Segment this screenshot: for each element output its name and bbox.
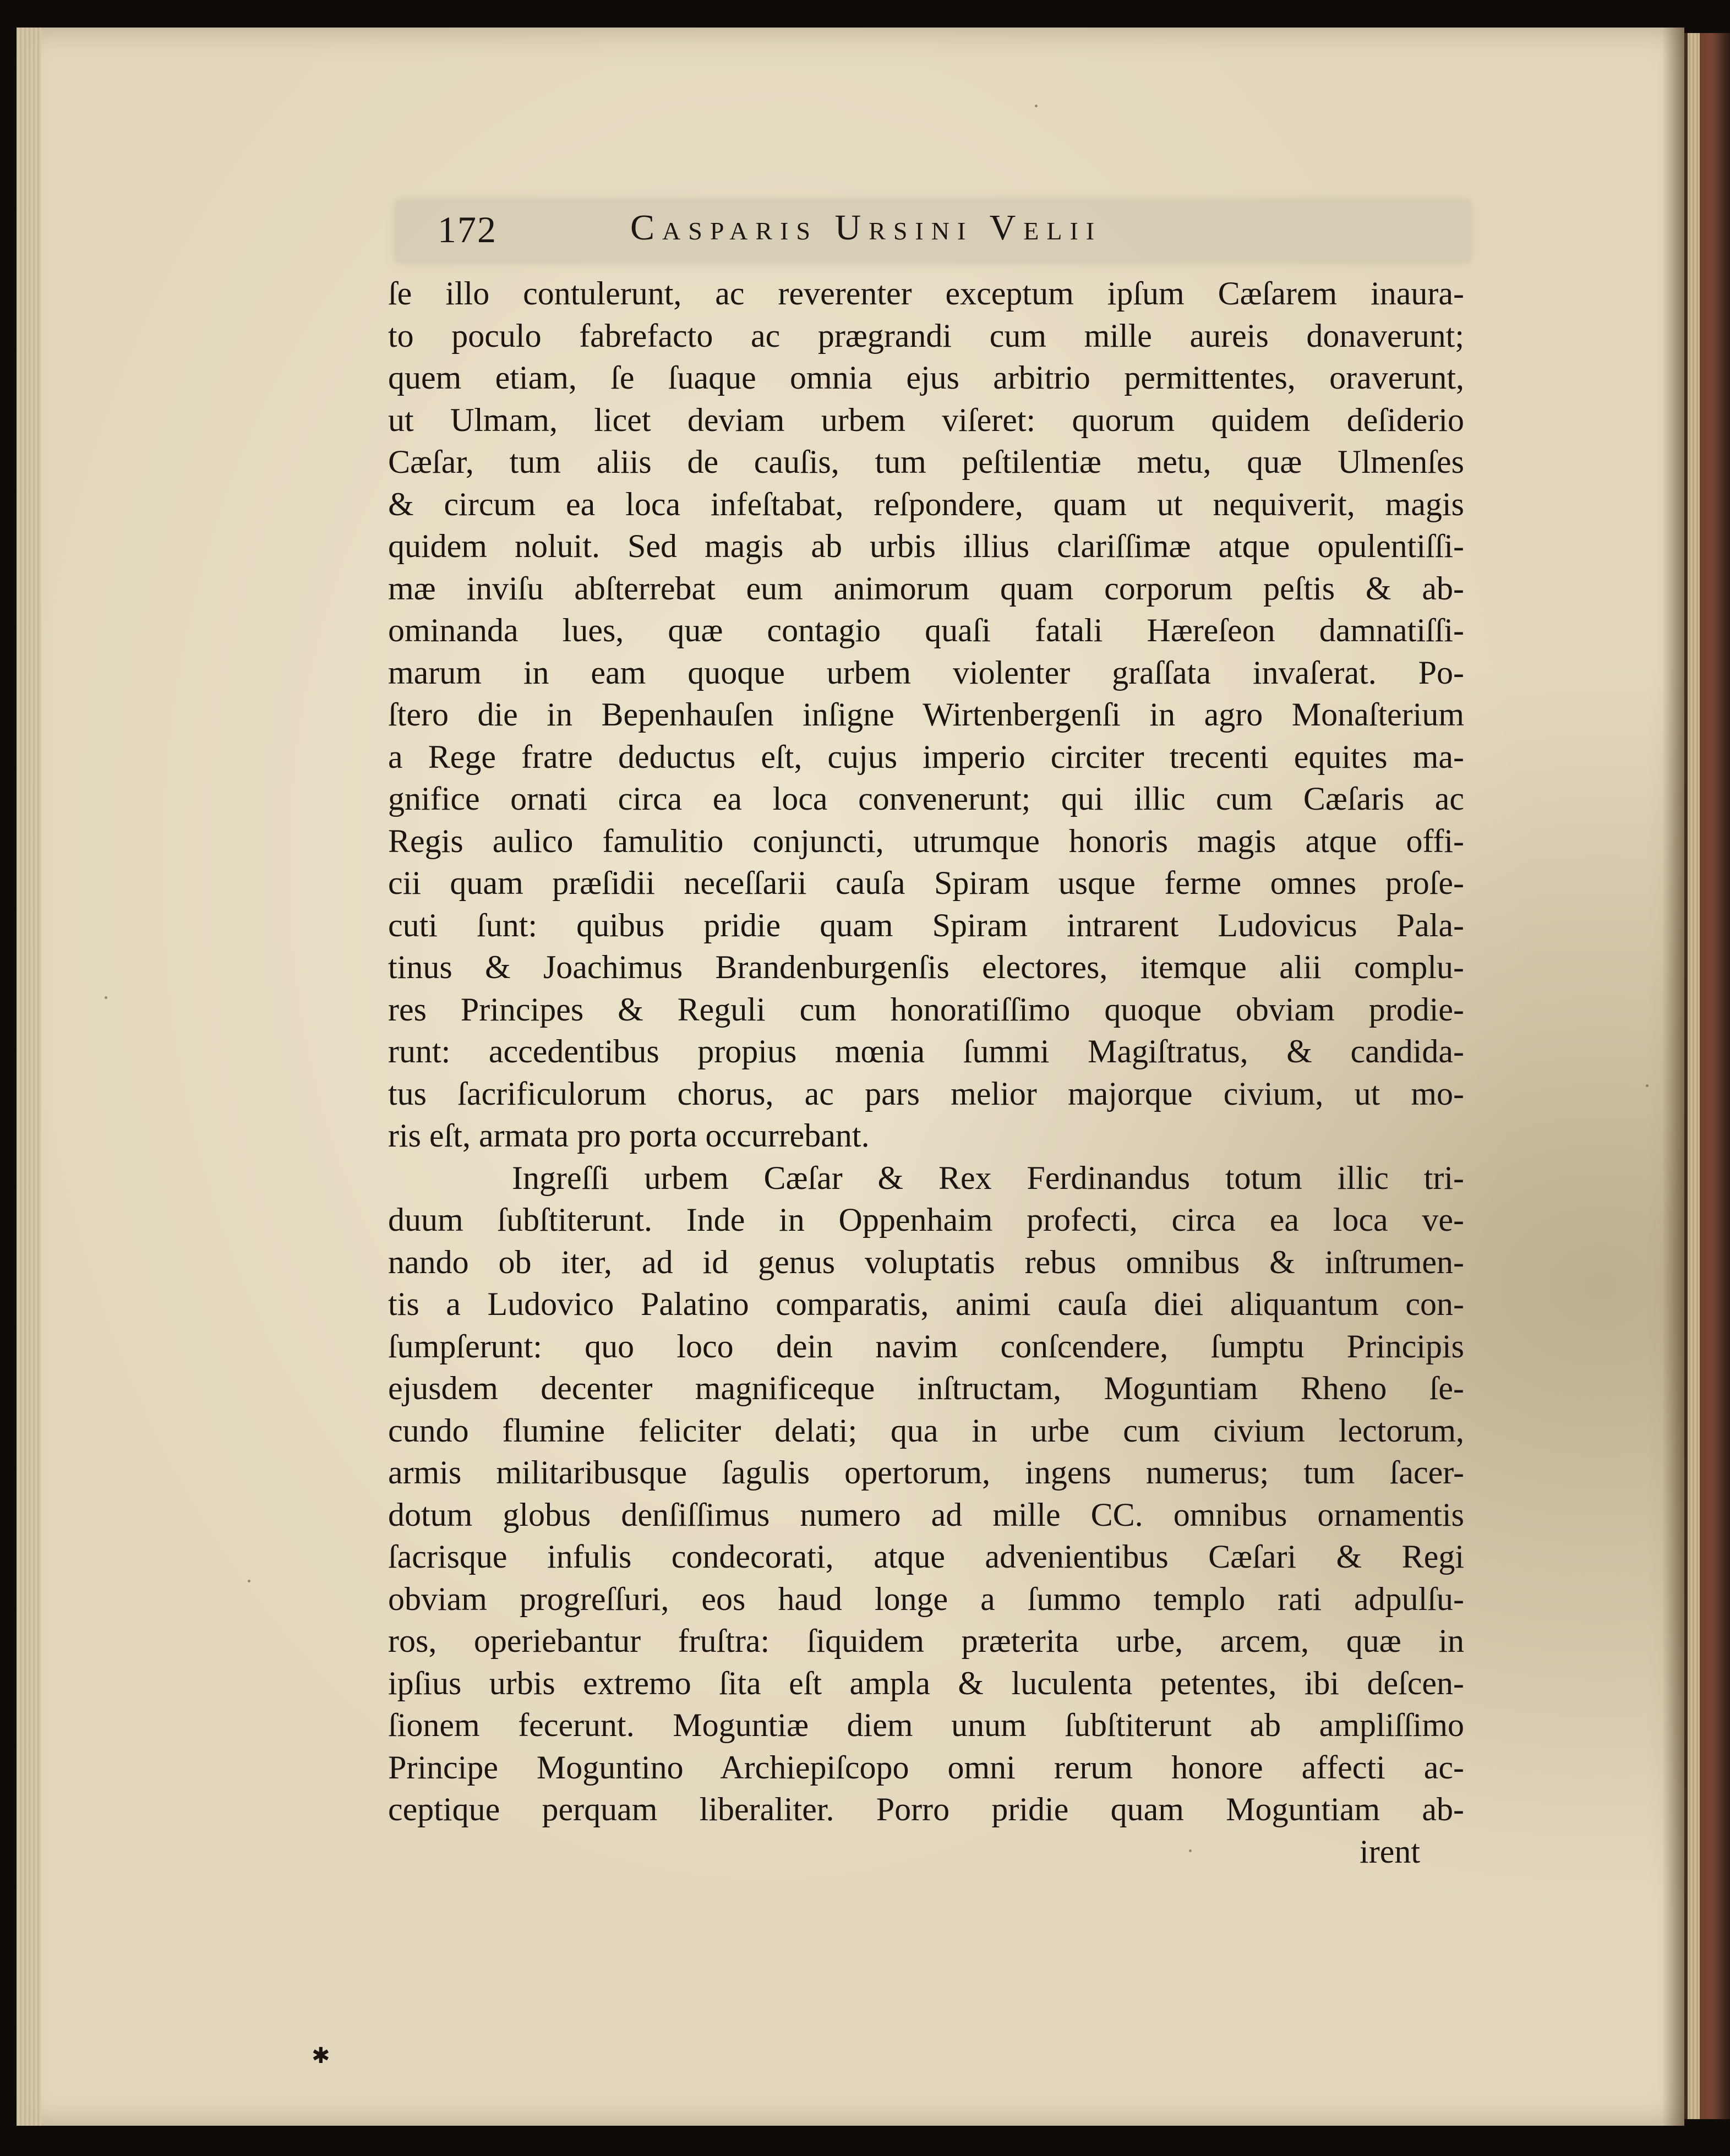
text-line: Principe Moguntino Archiepiſcopo omni rerum honore affecti ac- bbox=[388, 1749, 1464, 1786]
text-line: dotum globus denſiſſimus numero ad mille CC. omnibus ornamentis bbox=[388, 1496, 1464, 1533]
text-line: obviam progreſſuri, eos haud longe a ſummo templo rati adpulſu- bbox=[388, 1580, 1464, 1617]
paper-speck bbox=[105, 996, 107, 999]
book-cover-edge bbox=[1684, 33, 1730, 2119]
text-line: to poculo fabrefacto ac prægrandi cum mille aureis donaverunt; bbox=[388, 317, 1464, 354]
text-line: ros, operiebantur fruſtra: ſiquidem præterita urbe, arcem, quæ in bbox=[388, 1623, 1464, 1659]
binding-gutter-shadow bbox=[1662, 28, 1684, 2126]
text-line: ipſius urbis extremo ſita eſt ampla & luculenta petentes, ibi deſcen- bbox=[388, 1664, 1464, 1701]
text-line: duum ſubſtiterunt. Inde in Oppenhaim profecti, circa ea loca ve- bbox=[388, 1202, 1464, 1238]
text-line: quidem noluit. Sed magis ab urbis illius clariſſimæ atque opulentiſſi- bbox=[388, 528, 1464, 564]
margin-ink-mark: ✱ bbox=[312, 2043, 330, 2068]
text-line: quem etiam, ſe ſuaque omnia ejus arbitrio permittentes, oraverunt, bbox=[388, 359, 1464, 396]
text-line: tinus & Joachimus Brandenburgenſis electores, itemque alii complu- bbox=[388, 949, 1464, 985]
text-line: nando ob iter, ad id genus voluptatis rebus omnibus & inſtrumen- bbox=[388, 1243, 1464, 1280]
text-line: ſtero die in Bepenhauſen inſigne Wirtenbergenſi in agro Monaſterium bbox=[388, 696, 1464, 733]
paper-speck bbox=[248, 1580, 250, 1582]
text-line: ſumpſerunt: quo loco dein navim conſcendere, ſumptu Principis bbox=[388, 1328, 1464, 1364]
text-line: tus ſacrificulorum chorus, ac pars melior majorque civium, ut mo- bbox=[388, 1075, 1464, 1112]
body-text-block bbox=[388, 272, 1464, 1873]
text-line: marum in eam quoque urbem violenter graſſata invaſerat. Po- bbox=[388, 654, 1464, 691]
text-line: & circum ea loca infeſtabat, reſpondere, quam ut nequiverit, magis bbox=[388, 485, 1464, 522]
left-page-edges bbox=[17, 28, 41, 2126]
text-line: Regis aulico famulitio conjuncti, utrumque honoris magis atque offi- bbox=[388, 822, 1464, 859]
page-number: 172 bbox=[438, 209, 497, 250]
text-line: Ingreſſi urbem Cæſar & Rex Ferdinandus totum illic tri- bbox=[512, 1159, 1464, 1196]
text-line: gnifice ornati circa ea loca convenerunt; qui illic cum Cæſaris ac bbox=[388, 780, 1464, 817]
text-line: ſe illo contulerunt, ac reverenter exceptum ipſum Cæſarem inaura- bbox=[388, 275, 1464, 312]
text-line: armis militaribusque ſagulis opertorum, ingens numerus; tum ſacer- bbox=[388, 1454, 1464, 1491]
running-head-title: Casparis Ursini Velii bbox=[630, 208, 1103, 248]
text-line: res Principes & Reguli cum honoratiſſimo quoque obviam prodie- bbox=[388, 991, 1464, 1028]
text-line: a Rege fratre deductus eſt, cujus imperio circiter trecenti equites ma- bbox=[388, 738, 1464, 775]
text-line: cundo flumine feliciter delati; qua in urbe cum civium lectorum, bbox=[388, 1412, 1464, 1449]
text-line: ceptique perquam liberaliter. Porro pridie quam Moguntiam ab- bbox=[388, 1791, 1464, 1827]
text-line: Cæſar, tum aliis de cauſis, tum peſtilentiæ metu, quæ Ulmenſes bbox=[388, 444, 1464, 480]
text-line: ſacrisque infulis condecorati, atque advenientibus Cæſari & Regi bbox=[388, 1538, 1464, 1575]
text-line: ejusdem decenter magnificeque inſtructam, Moguntiam Rheno ſe- bbox=[388, 1370, 1464, 1406]
catchword: irent bbox=[1360, 1833, 1420, 1870]
text-line: tis a Ludovico Palatino comparatis, animi cauſa diei aliquantum con- bbox=[388, 1286, 1464, 1322]
text-line: cii quam præſidii neceſſarii cauſa Spiram usque ferme omnes proſe- bbox=[388, 865, 1464, 901]
text-line: ris eſt, armata pro porta occurrebant. bbox=[388, 1117, 870, 1154]
text-line: ſionem fecerunt. Moguntiæ diem unum ſubſtiterunt ab ampliſſimo bbox=[388, 1707, 1464, 1743]
page-block-edge bbox=[1688, 33, 1700, 2119]
text-line: ut Ulmam, licet deviam urbem viſeret: quorum quidem deſiderio bbox=[388, 401, 1464, 438]
text-line: runt: accedentibus propius mœnia ſummi Magiſtratus, & candida- bbox=[388, 1033, 1464, 1069]
text-line: cuti ſunt: quibus pridie quam Spiram intrarent Ludovicus Pala- bbox=[388, 907, 1464, 943]
text-line: ominanda lues, quæ contagio quaſi fatali Hæreſeon damnatiſſi- bbox=[388, 612, 1464, 648]
text-line: mæ inviſu abſterrebat eum animorum quam corporum peſtis & ab- bbox=[388, 570, 1464, 607]
paper-speck bbox=[1035, 105, 1038, 107]
paper-speck bbox=[1646, 1084, 1649, 1087]
